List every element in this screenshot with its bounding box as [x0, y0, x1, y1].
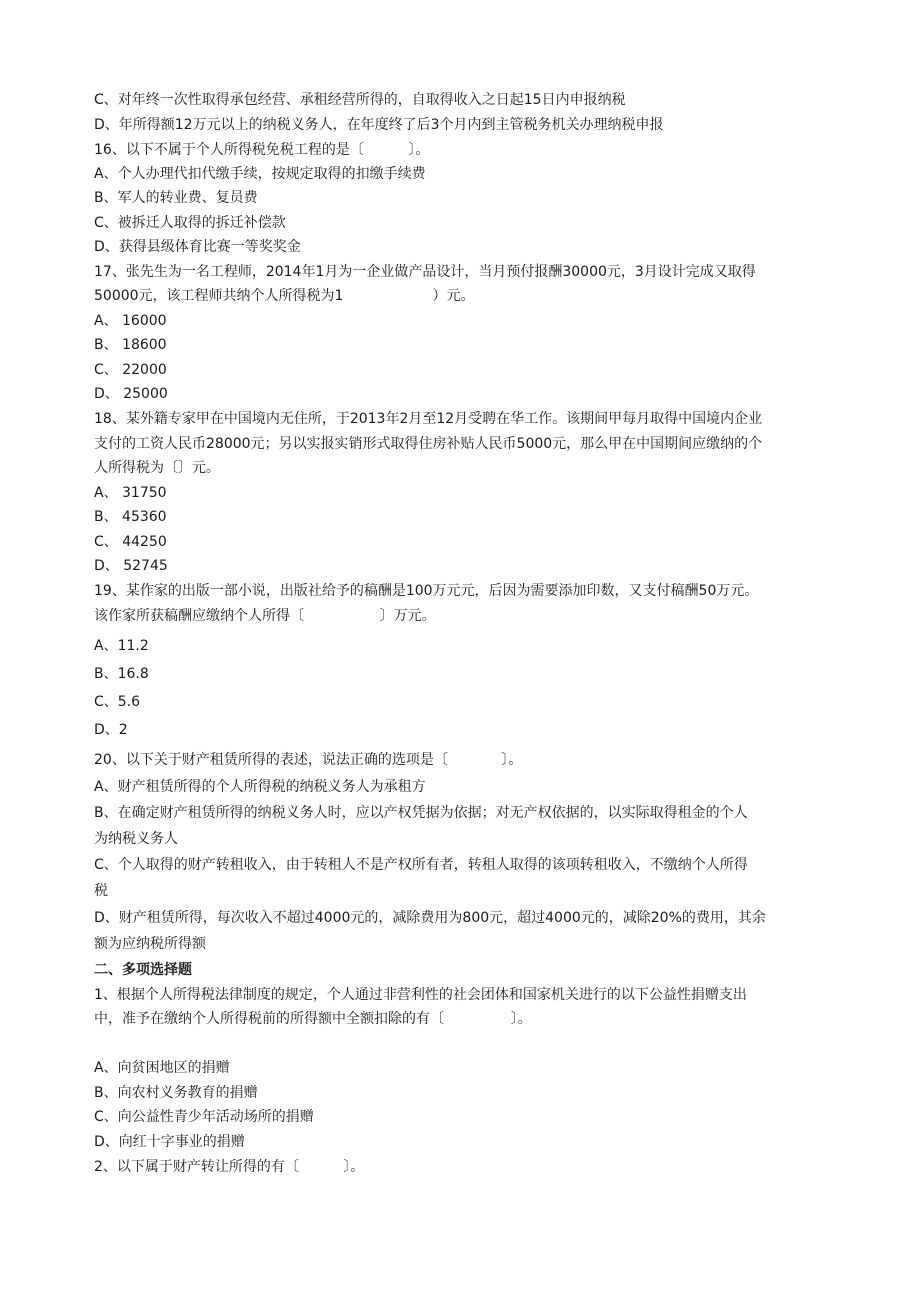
mq1-option-a: A、向贫困地区的捐赠 [94, 1060, 230, 1076]
q17-option-d: D、 25000 [94, 386, 168, 402]
q17-stem-line-2: 50000元，该工程师共纳个人所得税为1 ）元。 [94, 288, 475, 304]
q18-option-d: D、 52745 [94, 558, 168, 574]
section-heading: 二、多项选择题 [94, 962, 192, 978]
q20-option-c-line-2: 税 [94, 883, 108, 899]
q20-option-b-line-1: B、在确定财产租赁所得的纳税义务人时，应以产权凭据为依据；对无产权依据的，以实际取得租金的个人 [94, 805, 748, 821]
mq1-stem-line-1: 1、根据个人所得税法律制度的规定，个人通过非营利性的社会团体和国家机关进行的以下公益性捐赠支出 [94, 987, 747, 1003]
q20-option-b-line-2: 为纳税义务人 [94, 831, 178, 847]
q18-stem-line-1: 18、某外籍专家甲在中国境内无住所，于2013年2月至12月受聘在华工作。该期间甲每月取得中国境内企业 [94, 411, 763, 427]
mq1-stem-line-2: 中，准予在缴纳个人所得税前的所得额中全额扣除的有〔 〕。 [94, 1011, 532, 1027]
q20-option-d-line-2: 额为应纳税所得额 [94, 936, 206, 952]
mq1-option-d: D、向红十字事业的捐赠 [94, 1134, 245, 1150]
q18-stem-line-3: 人所得税为〔〕元。 [94, 460, 220, 476]
q20-stem: 20、以下关于财产租赁所得的表述，说法正确的选项是〔 〕。 [94, 752, 523, 768]
q18-option-a: A、 31750 [94, 485, 167, 501]
mq1-option-b: B、向农村义务教育的捐赠 [94, 1085, 258, 1101]
q19-stem-line-1: 19、某作家的出版一部小说，出版社给予的稿酬是100万元元，后因为需要添加印数，又支付稿酬50万元。 [94, 583, 759, 599]
q16-option-c: C、被拆迁人取得的拆迁补偿款 [94, 215, 286, 231]
mq2-stem: 2、以下属于财产转让所得的有〔 〕。 [94, 1159, 365, 1175]
q19-option-d: D、2 [94, 722, 128, 738]
q16-option-d: D、获得县级体育比赛一等奖奖金 [94, 239, 301, 255]
q17-option-b: B、 18600 [94, 337, 167, 353]
q19-option-a: A、11.2 [94, 638, 149, 654]
q18-option-c: C、 44250 [94, 534, 167, 550]
q16-option-a: A、个人办理代扣代缴手续，按规定取得的扣缴手续费 [94, 166, 426, 182]
q19-option-c: C、5.6 [94, 694, 141, 710]
mq1-option-c: C、向公益性青少年活动场所的捐赠 [94, 1109, 314, 1125]
q16-option-b: B、军人的转业费、复员费 [94, 190, 258, 206]
q19-stem-line-2: 该作家所获稿酬应缴纳个人所得〔 〕万元。 [94, 608, 436, 624]
q18-option-b: B、 45360 [94, 509, 167, 525]
q17-option-c: C、 22000 [94, 362, 167, 378]
q18-stem-line-2: 支付的工资人民币28000元；另以实报实销形式取得住房补贴人民币5000元，那么甲在中国期间应缴纳的个 [94, 436, 763, 452]
q15-option-c: C、对年终一次性取得承包经营、承租经营所得的，自取得收入之日起15日内申报纳税 [94, 92, 626, 108]
q20-option-a: A、财产租赁所得的个人所得税的纳税义务人为承租方 [94, 779, 426, 795]
q17-option-a: A、 16000 [94, 313, 167, 329]
q20-option-c-line-1: C、个人取得的财产转租收入，由于转租人不是产权所有者，转租人取得的该项转租收入，不缴纳个人所得 [94, 857, 748, 873]
q17-stem-line-1: 17、张先生为一名工程师，2014年1月为一企业做产品设计，当月预付报酬30000元，3月设计完成又取得 [94, 264, 756, 280]
q16-stem: 16、以下不属于个人所得税免税工程的是〔 〕。 [94, 142, 430, 158]
q15-option-d: D、年所得额12万元以上的纳税义务人，在年度终了后3个月内到主管税务机关办理纳税申报 [94, 117, 664, 133]
q19-option-b: B、16.8 [94, 666, 149, 682]
q20-option-d-line-1: D、财产租赁所得，每次收入不超过4000元的，减除费用为800元，超过4000元的，减除20%的费用，其余 [94, 910, 766, 926]
